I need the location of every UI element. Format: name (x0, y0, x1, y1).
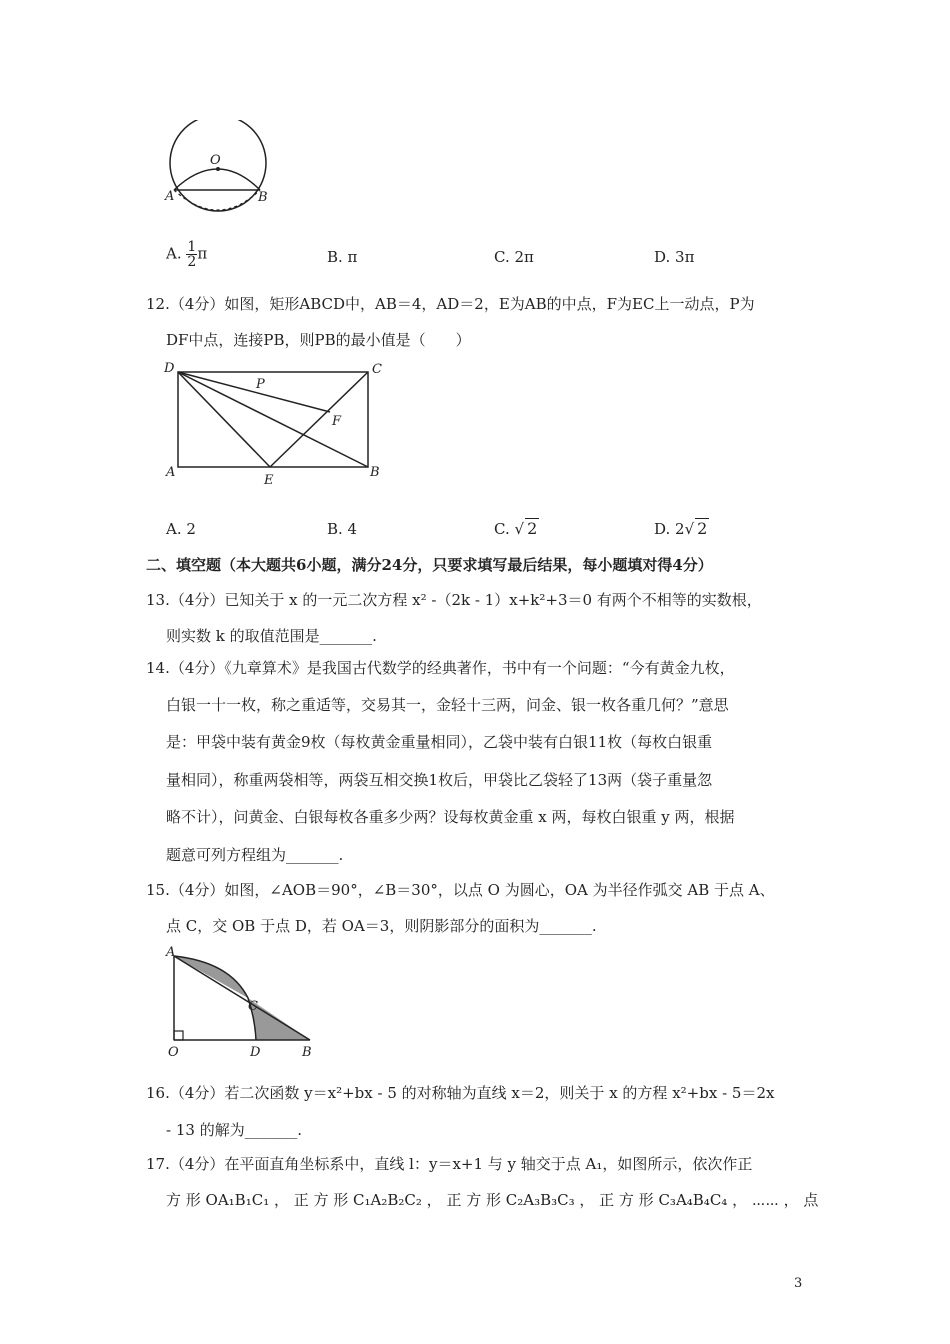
q14-line-4: 量相同），称重两袋相等，两袋互相交换1枚后，甲袋比乙袋轻了13两（袋子重量忽 (166, 771, 713, 789)
label-b: B (370, 465, 380, 480)
q12-option-d (654, 518, 709, 538)
segment-ec (270, 372, 368, 467)
q13-line-1: 13.（4分）已知关于 x 的一元二次方程 x² -（2k - 1）x+k²+3＝0 有两个不相等的实数根， (146, 591, 762, 609)
q14-line-1: 14.（4分）《九章算术》是我国古代数学的经典著作，书中有一个问题：“今有黄金九枚， (146, 659, 735, 677)
label-d: D (164, 361, 175, 376)
segment-df (178, 372, 330, 412)
arc-ao-b (174, 169, 260, 190)
label-o: O (210, 153, 221, 168)
label-b: B (258, 190, 268, 205)
option-d-prefix: D. (654, 520, 671, 538)
option-c-prefix: C. (494, 520, 510, 538)
option-d-coefficient: 2 (675, 520, 685, 538)
q12-line-2: DF中点，连接PB，则PB的最小值是（ ） (166, 331, 471, 349)
q11-option-c: C. 2π (494, 248, 534, 266)
q16-line-2: - 13 的解为_______. (166, 1121, 302, 1139)
q11-circle-figure (160, 120, 280, 220)
q15-sector-figure (160, 944, 330, 1060)
q16-line-1: 16.（4分）若二次函数 y＝x²+bx - 5 的对称轴为直线 x＝2，则关于 x 的方程 x²+bx - 5＝2x (146, 1084, 775, 1102)
q17-line-1: 17.（4分）在平面直角坐标系中，直线 l：y＝x+1 与 y 轴交于点 A₁，如图所示，依次作正 (146, 1155, 753, 1173)
sqrt-radicand: 2 (527, 519, 538, 538)
label-c: C (248, 999, 258, 1014)
q14-line-5: 略不计），问黄金、白银每枚各重多少两？设每枚黄金重 x 两，每枚白银重 y 两，根据 (166, 808, 735, 826)
q14-line-2: 白银一十一枚，称之重适等，交易其一，金轻十三两，问金、银一枚各重几何？”意思 (166, 696, 729, 714)
label-c: C (372, 362, 382, 377)
q15-line-1: 15.（4分）如图，∠AOB＝90°，∠B＝30°，以点 O 为圆心，OA 为半径作弧交 AB 于点 A、 (146, 881, 775, 899)
q11-option-b: B. π (327, 248, 358, 266)
label-e: E (264, 473, 274, 488)
label-p: P (256, 377, 265, 392)
q12-option-a: A. 2 (166, 520, 196, 538)
right-angle-mark (174, 1031, 183, 1040)
segment-ab (174, 956, 310, 1040)
label-b: B (302, 1045, 312, 1060)
q15-line-2: 点 C，交 OB 于点 D，若 OA＝3，则阴影部分的面积为_______. (166, 917, 597, 935)
q12-option-c (494, 518, 539, 538)
label-f: F (332, 414, 342, 429)
q11-option-d: D. 3π (654, 248, 695, 266)
fraction-numerator: 1 (187, 239, 197, 255)
q13-line-2: 则实数 k 的取值范围是_______. (166, 627, 377, 645)
label-o: O (168, 1045, 179, 1060)
fraction-one-half (186, 240, 197, 269)
option-a-suffix: π (197, 244, 208, 263)
sqrt-icon: √ (684, 520, 695, 538)
label-d: D (250, 1045, 261, 1060)
q11-option-a (166, 240, 207, 269)
q17-line-2: 方 形 OA₁B₁C₁ ， 正 方 形 C₁A₂B₂C₂ ， 正 方 形 C₂A₃B₃C₃ ， 正 方 形 C₃A₄B₄C₄ ， ⋯⋯ ， 点 (166, 1191, 819, 1209)
label-a: A (165, 189, 175, 204)
fraction-denominator: 2 (187, 254, 197, 270)
q14-line-6: 题意可列方程组为_______. (166, 846, 344, 864)
q14-line-3: 是：甲袋中装有黄金9枚（每枚黄金重量相同），乙袋中装有白银11枚（每枚白银重 (166, 733, 713, 751)
sqrt-icon: √ (514, 520, 525, 538)
section-heading: 二、填空题（本大题共6小题，满分24分，只要求填写最后结果，每小题填对得4分） (146, 556, 713, 574)
page-number: 3 (794, 1276, 803, 1291)
label-a: A (166, 945, 176, 960)
q12-rectangle-figure (160, 358, 400, 488)
q12-option-b: B. 4 (327, 520, 358, 538)
sqrt-radicand: 2 (697, 519, 708, 538)
option-a-prefix: A. (166, 244, 182, 263)
label-a: A (166, 465, 176, 480)
q12-line-1: 12.（4分）如图，矩形ABCD中，AB＝4，AD＝2，E为AB的中点，F为EC上一动点，P为 (146, 295, 755, 313)
